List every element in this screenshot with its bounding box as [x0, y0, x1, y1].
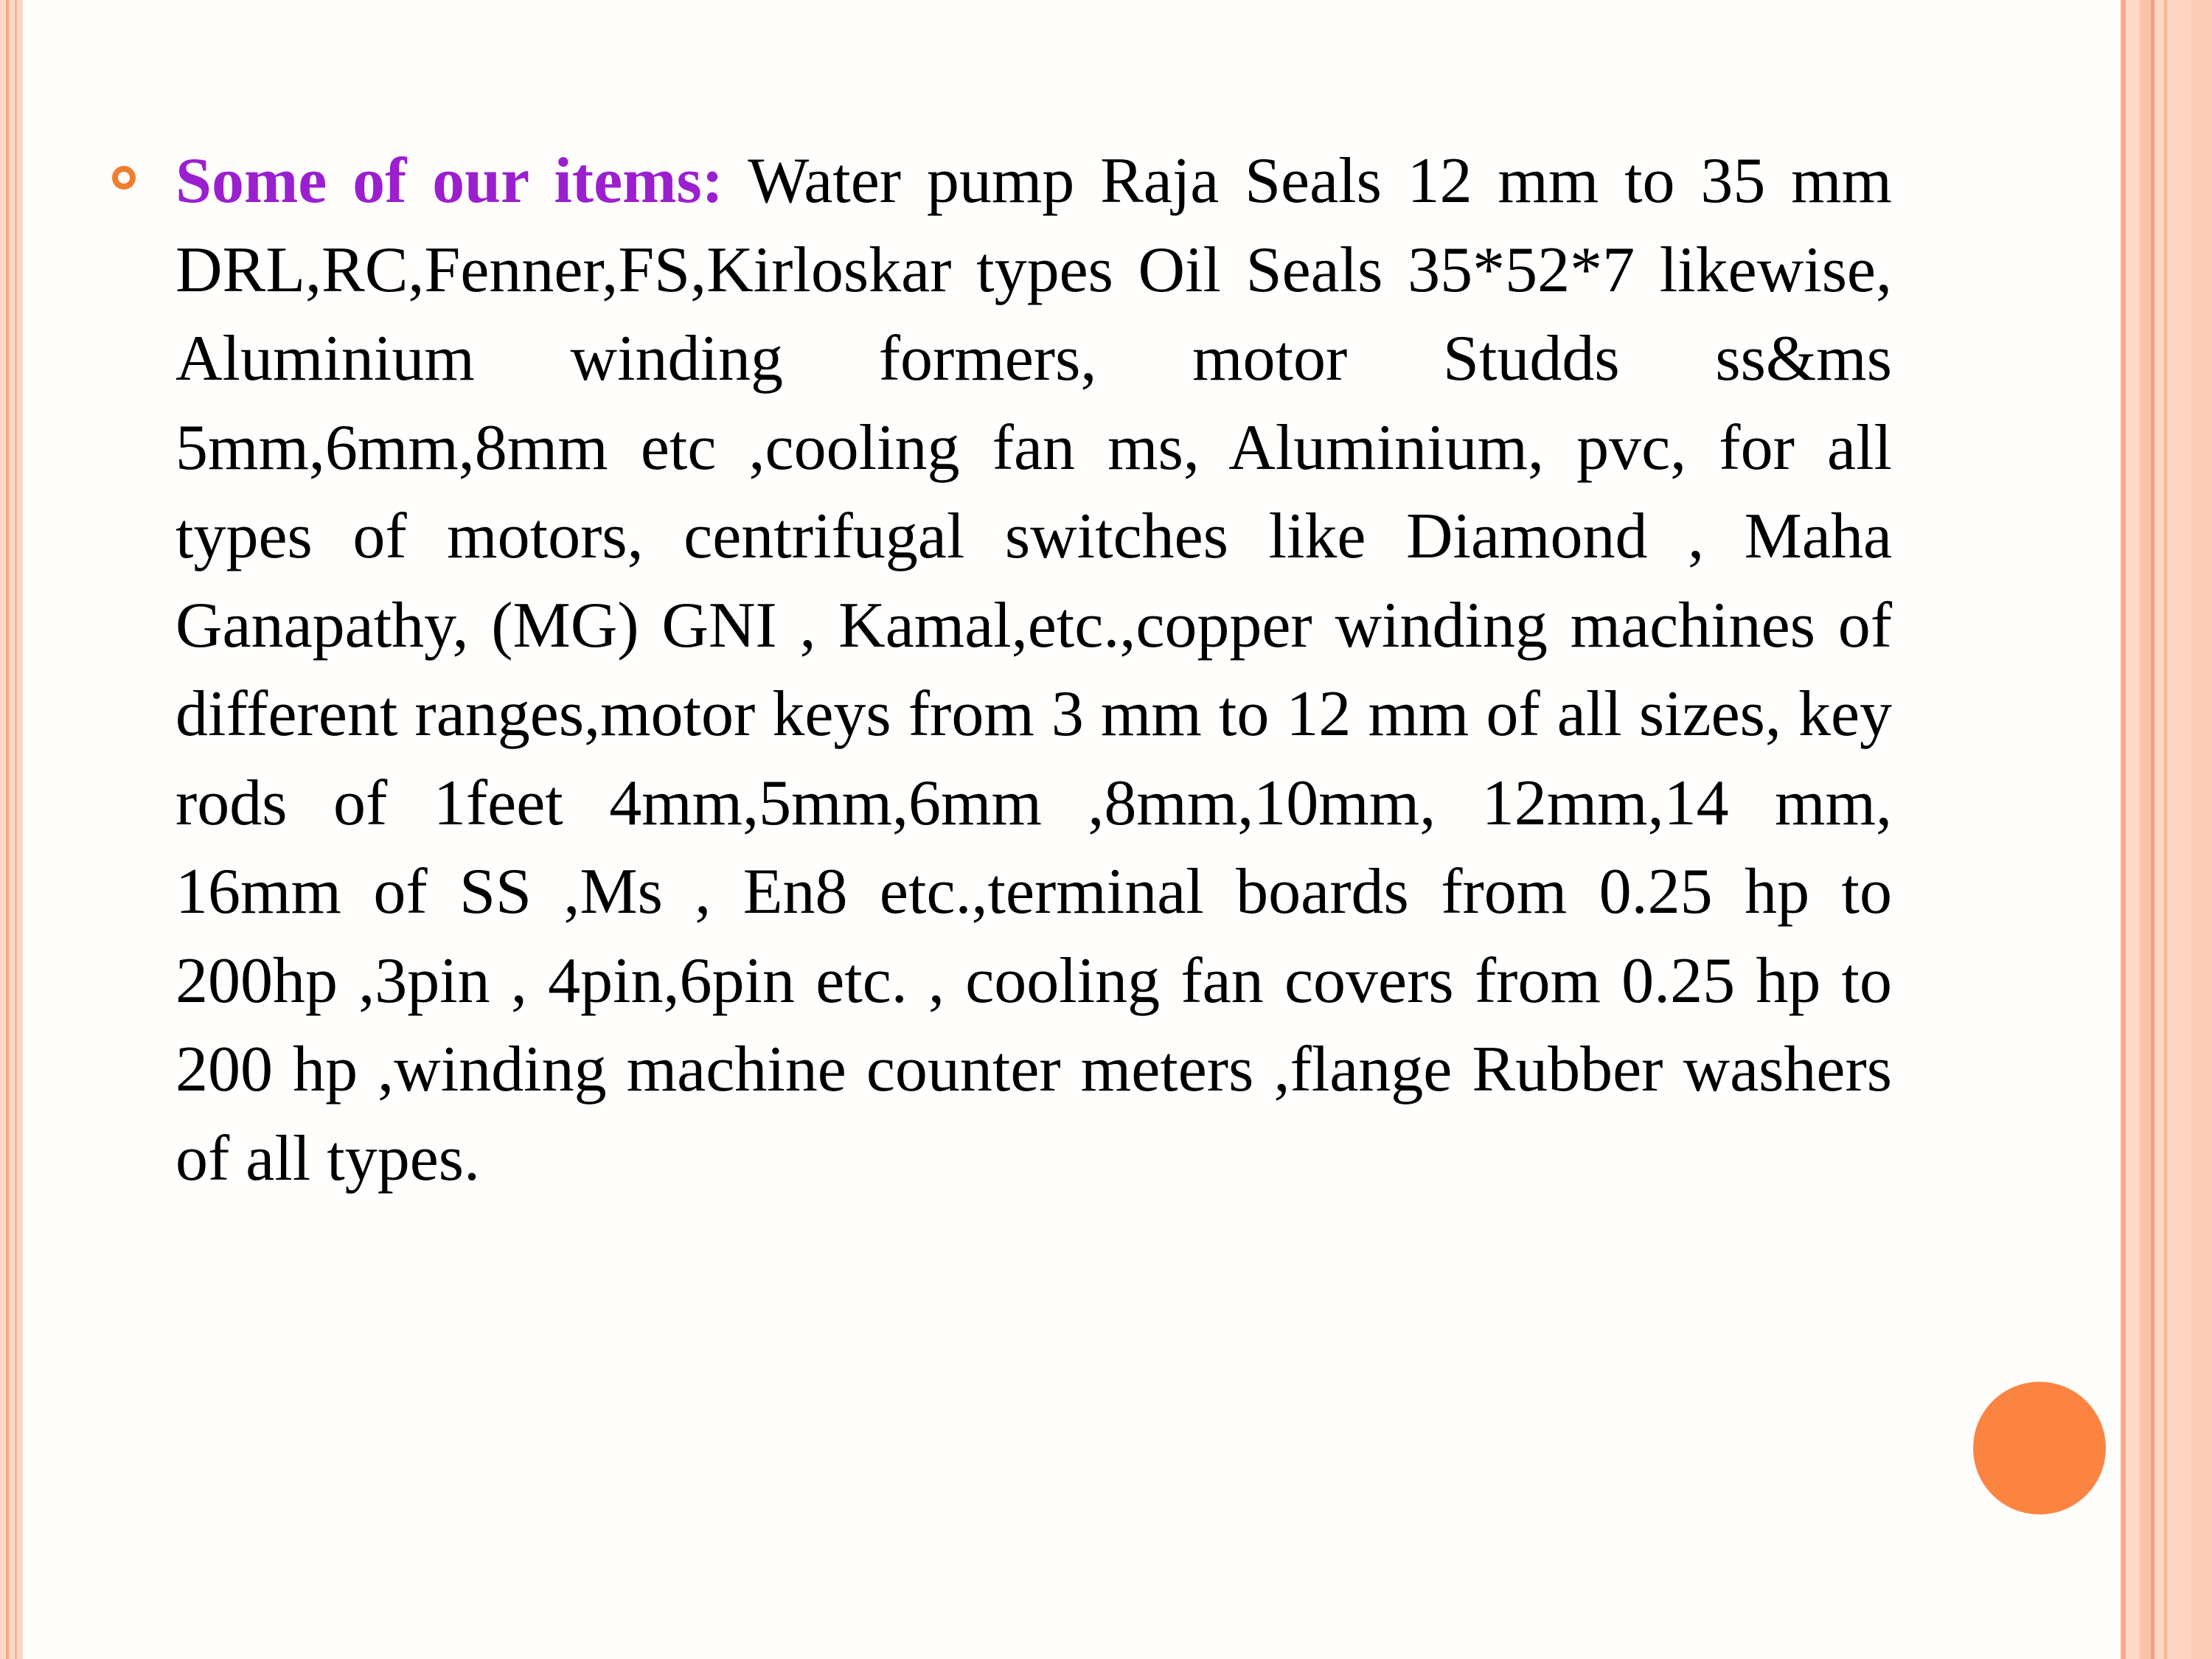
slide-body	[175, 137, 1892, 1203]
circle-bullet-icon	[112, 166, 136, 189]
right-frame-edge	[2191, 0, 2212, 1659]
left-frame-line	[15, 0, 17, 1659]
items-heading: Some of our items:	[175, 145, 724, 217]
left-frame	[0, 0, 23, 1659]
right-frame-line	[2121, 0, 2126, 1659]
right-frame-line	[2164, 0, 2167, 1659]
right-frame-band	[2140, 0, 2151, 1659]
left-frame-line	[6, 0, 9, 1659]
items-text: Water pump Raja Seals 12 mm to 35 mm DRL,RC,Fenner,FS,Kirloskar types Oil Seals 35*52*7 likewise, Aluminium winding formers, motor Studds ss&ms 5mm,6mm,8mm etc ,cooling fan ms, Aluminium, pvc, for all types of motors, centrifugal switches like Diamond , Maha Ganapathy, (MG) GNI , Kamal,etc.,copper winding machines of different ranges,motor keys from 3 mm to 12 mm of all sizes, key rods of 1feet 4mm,5mm,6mm ,8mm,10mm, 12mm,14 mm, 16mm of SS ,Ms , En8 etc.,terminal boards from 0.25 hp to 200hp ,3pin , 4pin,6pin etc. , cooling fan covers from 0.25 hp to 200 hp ,winding machine counter meters ,flange Rubber washers of all types.	[175, 145, 1892, 1194]
decorative-orange-dot	[1973, 1382, 2106, 1514]
